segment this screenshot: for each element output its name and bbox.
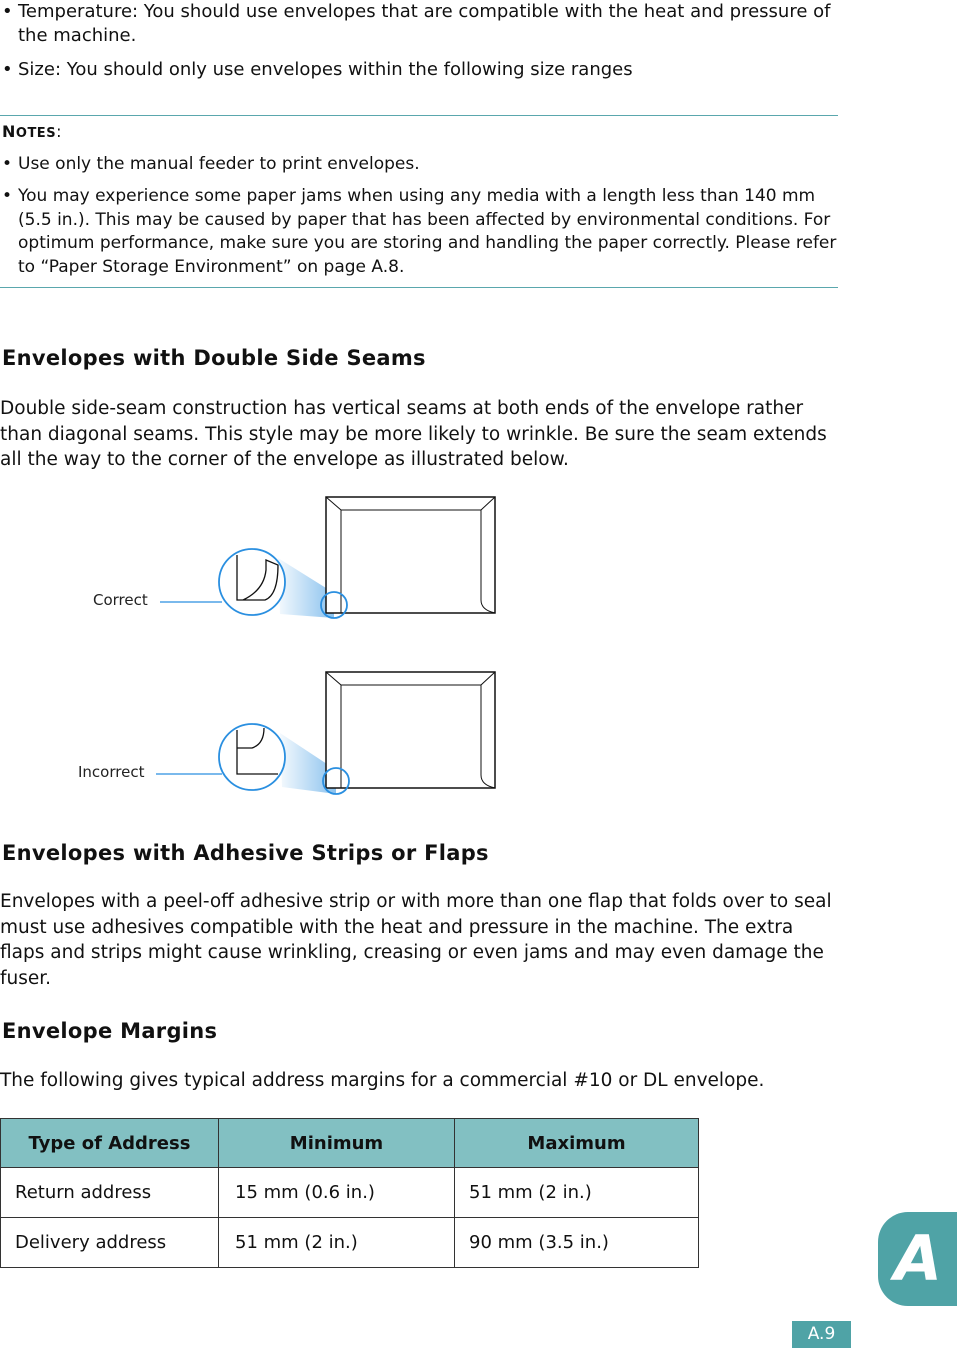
- table-row: [1, 1168, 699, 1218]
- note-item: [2, 185, 842, 279]
- cell-maximum: 90 mm (3.5 in.): [455, 1218, 699, 1268]
- magnified-corner-circle: [219, 549, 285, 615]
- incorrect-example: [156, 672, 495, 794]
- page-number: A.9: [792, 1321, 851, 1348]
- note-text: Use only the manual feeder to print envelopes.: [18, 154, 420, 174]
- cell-type: Return address: [1, 1168, 219, 1218]
- cell-maximum: 51 mm (2 in.): [455, 1168, 699, 1218]
- heading-adhesive-strips: Envelopes with Adhesive Strips or Flaps: [2, 841, 489, 865]
- note-item: [2, 153, 842, 177]
- envelope-margins-table: [0, 1118, 699, 1268]
- bullet-dot: •: [2, 154, 13, 174]
- bullet-dot: •: [2, 186, 13, 206]
- col-header-minimum: Minimum: [219, 1119, 455, 1168]
- heading-double-side-seams: Envelopes with Double Side Seams: [2, 346, 426, 370]
- bullet-dot: •: [2, 59, 13, 80]
- notes-top-rule: [0, 115, 838, 116]
- col-header-maximum: Maximum: [455, 1119, 699, 1168]
- label-correct: Correct: [93, 591, 148, 609]
- envelope-outline: [326, 497, 495, 613]
- bullet-text: Temperature: You should use envelopes that are compatible with the heat and pressure of the machine.: [18, 1, 831, 46]
- notes-title-rest: OTES: [15, 126, 57, 141]
- envelope-outline: [326, 672, 495, 788]
- bullet-size: [2, 58, 832, 82]
- notes-title: [2, 122, 62, 141]
- appendix-letter: A: [894, 1222, 942, 1295]
- notes-title-initial: N: [2, 122, 16, 141]
- bullet-temperature: [2, 0, 832, 48]
- appendix-tab: [878, 1212, 957, 1306]
- note-text: You may experience some paper jams when using any media with a length less than 140 mm (5.5 in.). This may be caused by paper that has been affected by environmental conditions. For optimum performance, make sure you are storing and handling the paper correctly. Please refer to “Paper Storage Environment” on page A.8.: [18, 186, 837, 277]
- bullet-dot: •: [2, 1, 13, 22]
- paragraph-envelope-margins: The following gives typical address margins for a commercial #10 or DL envelope.: [0, 1070, 765, 1091]
- table-header-row: [1, 1119, 699, 1168]
- paragraph-adhesive-strips: Envelopes with a peel-off adhesive strip or with more than one flap that folds over to seal must use adhesives compatible with the heat and pressure in the machine. The extra flaps and strips might cause wrinkling, creasing or even jams and may even damage the fuser.: [0, 891, 832, 989]
- cell-minimum: 51 mm (2 in.): [219, 1218, 455, 1268]
- magnified-corner-circle: [219, 724, 285, 790]
- notes-title-colon: :: [56, 122, 62, 141]
- correct-example: [160, 497, 495, 618]
- cell-minimum: 15 mm (0.6 in.): [219, 1168, 455, 1218]
- envelope-seam-figure: [0, 490, 520, 800]
- cell-type: Delivery address: [1, 1218, 219, 1268]
- label-incorrect: Incorrect: [78, 763, 145, 781]
- col-header-type: Type of Address: [1, 1119, 219, 1168]
- bullet-text: Size: You should only use envelopes within the following size ranges: [18, 59, 633, 80]
- notes-bottom-rule: [0, 287, 838, 288]
- paragraph-double-side-seams: Double side-seam construction has vertical seams at both ends of the envelope rather than diagonal seams. This style may be more likely to wrinkle. Be sure the seam extends all the way to the corner of the envelope as illustrated below.: [0, 398, 827, 470]
- heading-envelope-margins: Envelope Margins: [2, 1019, 218, 1043]
- table-row: [1, 1218, 699, 1268]
